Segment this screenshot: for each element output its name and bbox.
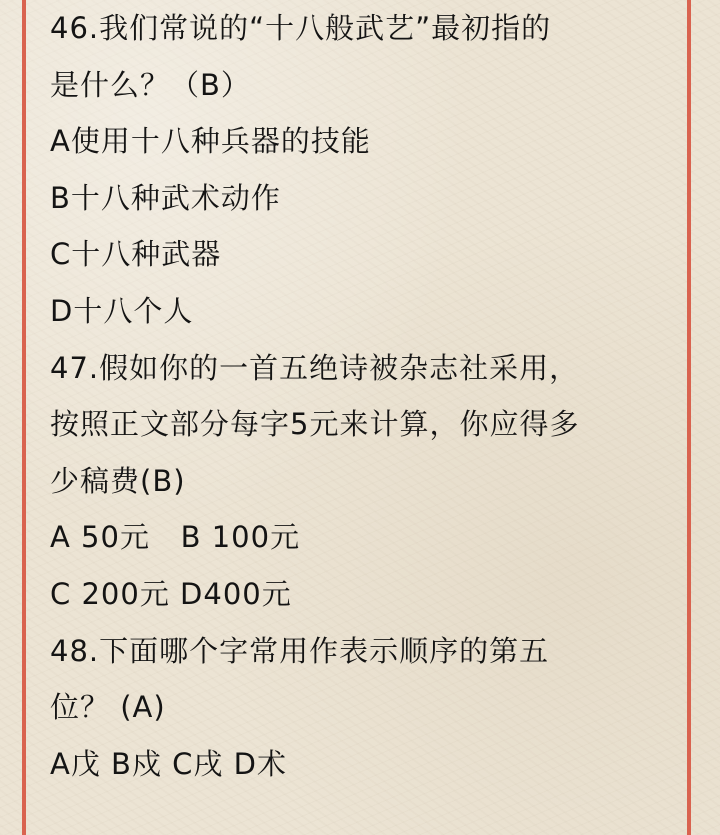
question-47-options-ab: A 50元 B 100元 xyxy=(50,520,301,555)
question-46-line-1: 46.我们常说的“十八般武艺”最初指的 xyxy=(50,11,552,45)
question-46-option-b: B十八种武术动作 xyxy=(50,180,281,215)
right-red-border xyxy=(687,0,691,835)
question-48-line-1: 48.下面哪个字常用作表示顺序的第五 xyxy=(50,633,550,668)
question-47-line-3: 少稿费(B) xyxy=(50,463,186,498)
question-47-options-cd: C 200元 D400元 xyxy=(50,576,292,611)
question-46-option-d: D十八个人 xyxy=(50,293,194,328)
question-48-line-2: 位？ (A) xyxy=(50,690,166,725)
question-46-option-a: A使用十八种兵器的技能 xyxy=(50,124,371,159)
question-46-line-2: 是什么？（B） xyxy=(50,67,251,102)
question-47-line-1: 47.假如你的一首五绝诗被杂志社采用， xyxy=(50,350,580,385)
left-red-border xyxy=(22,0,26,835)
quiz-text-block xyxy=(50,0,670,792)
question-48-options: A戊 B戍 C戌 D术 xyxy=(50,746,287,781)
question-47-line-2: 按照正文部分每字5元来计算，你应得多 xyxy=(50,407,580,442)
question-46-option-c: C十八种武器 xyxy=(50,237,222,272)
